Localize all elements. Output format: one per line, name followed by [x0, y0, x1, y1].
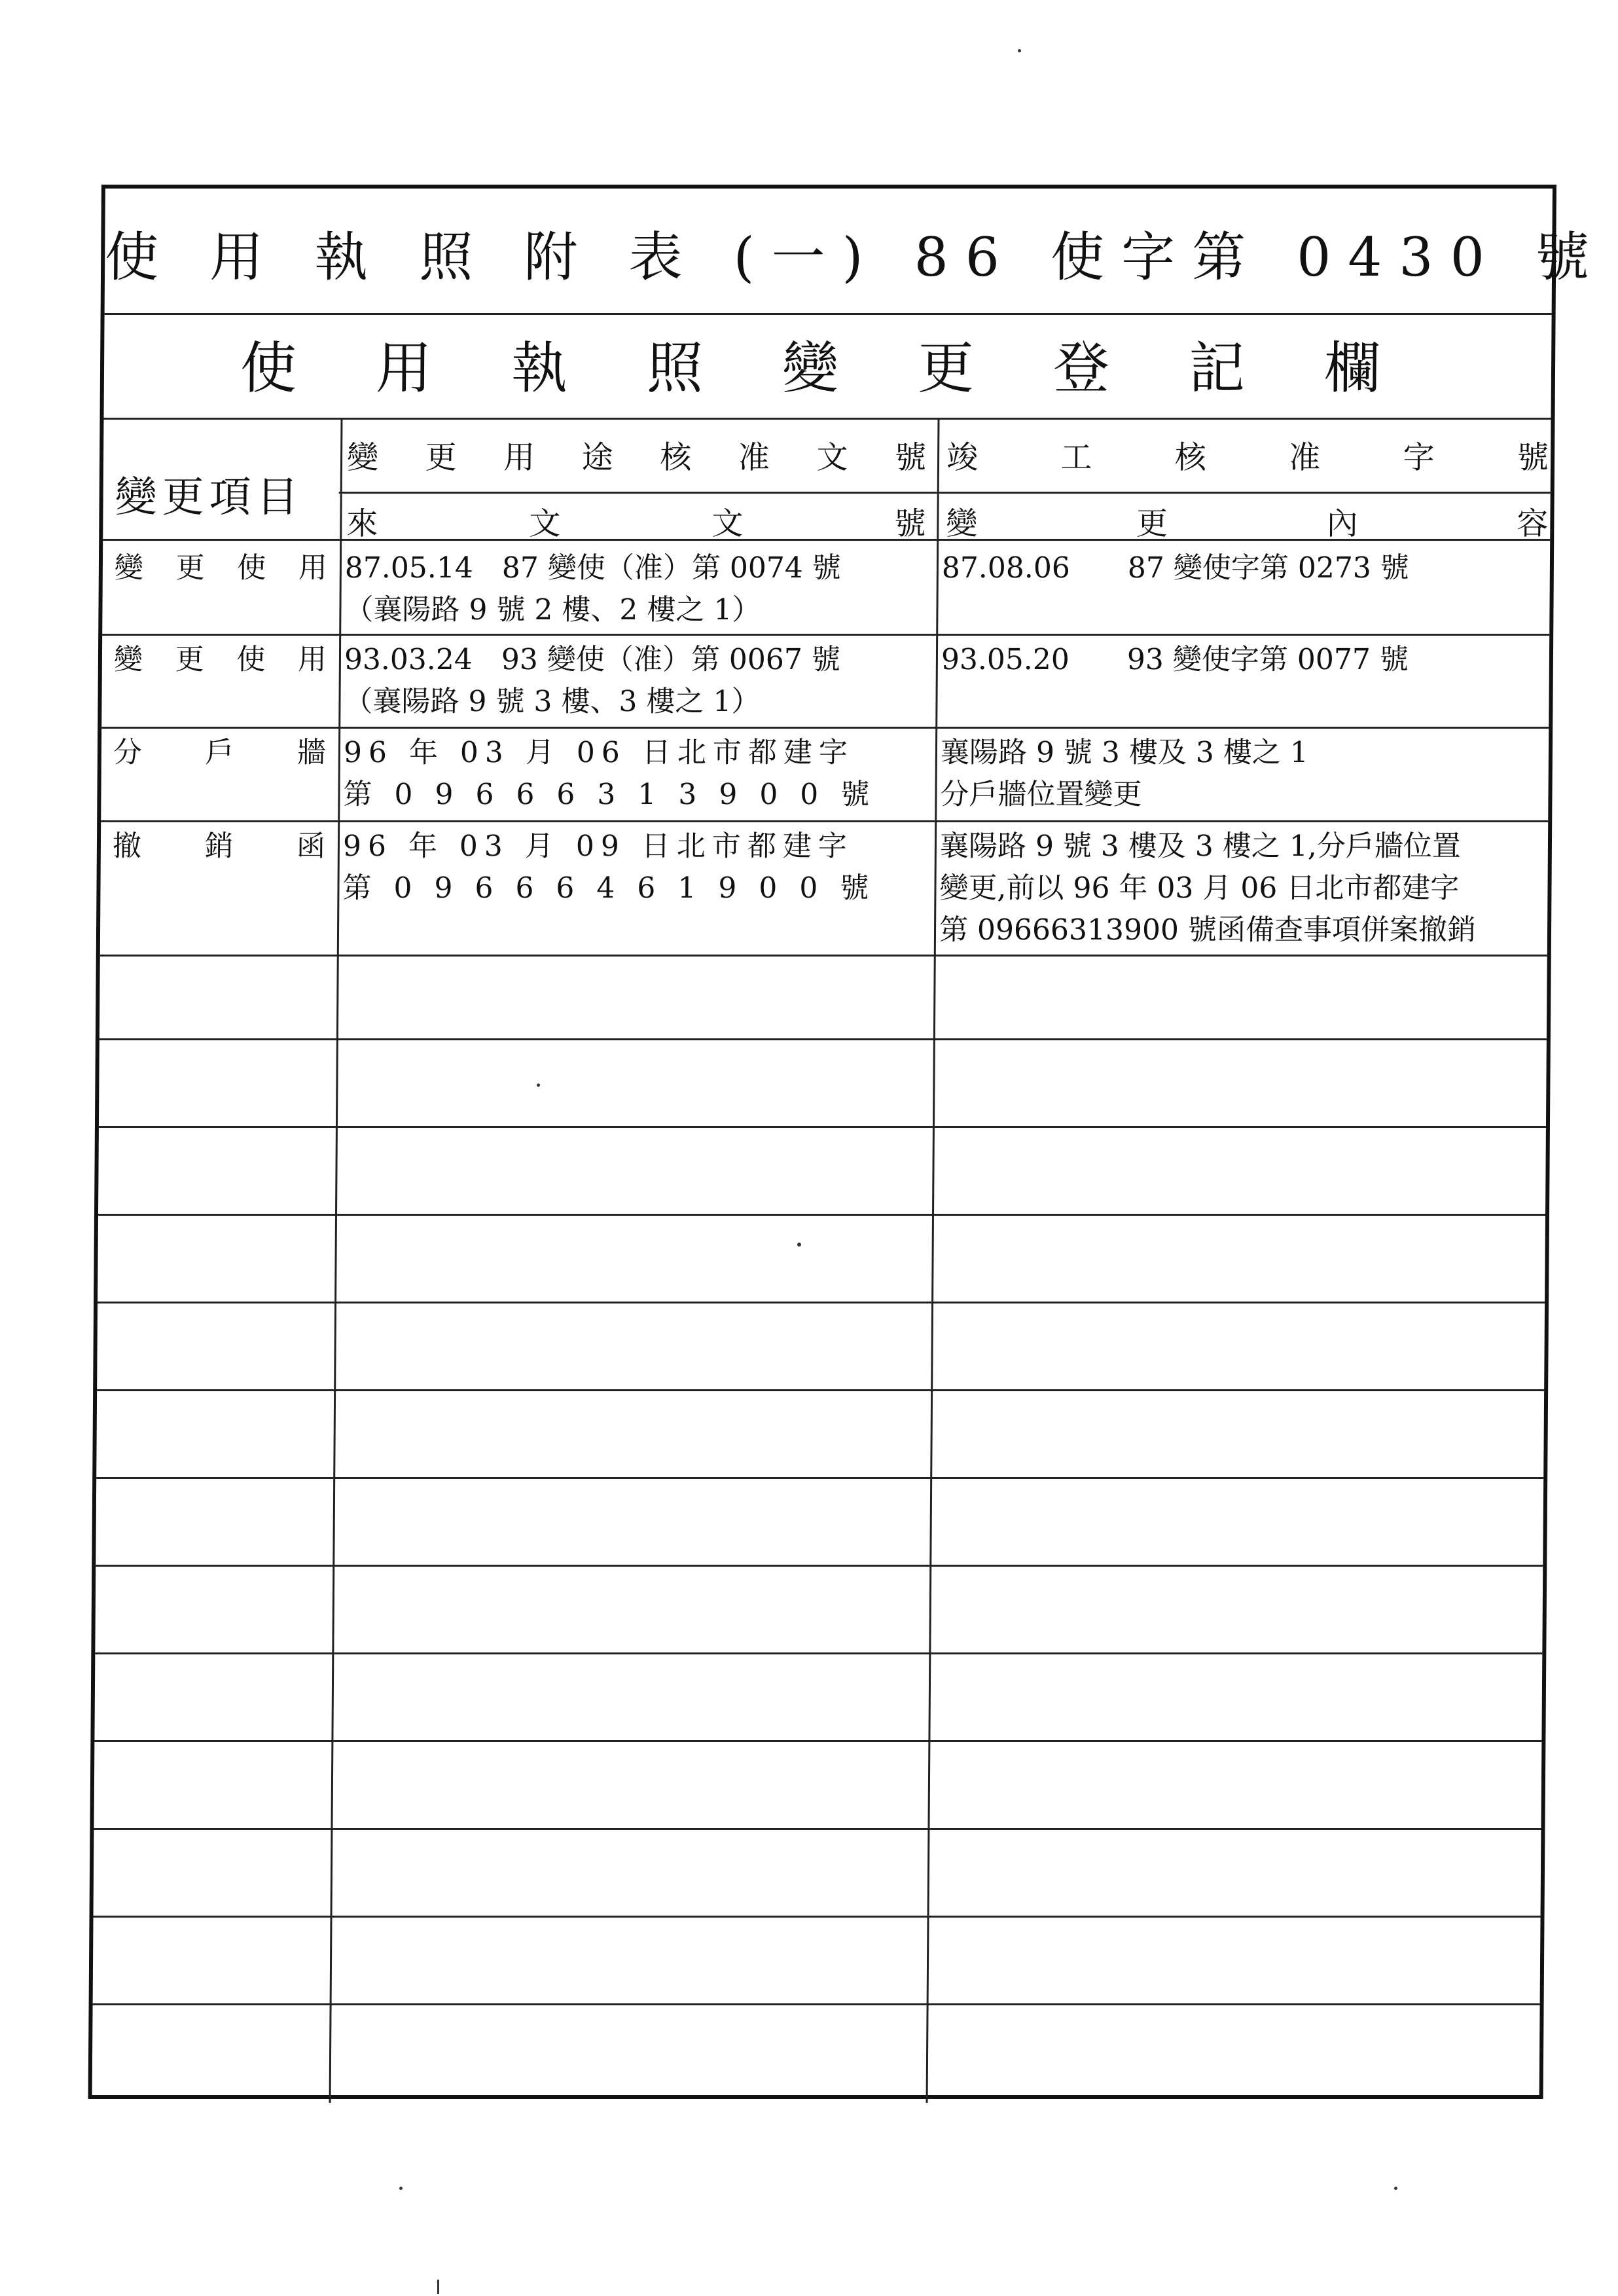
- item-char: 更: [175, 643, 204, 676]
- row-doc-line1: 87.05.14 87 變使（准）第 0074 號: [344, 551, 841, 585]
- row-content-line3: 第 09666313900 號函備查事項併案撤銷: [939, 913, 1477, 947]
- header-item-label: 變更項目: [115, 473, 304, 522]
- header-approval-doc: [347, 432, 926, 477]
- header-char: 竣: [946, 439, 979, 476]
- row-divider: [101, 727, 1549, 729]
- header-char: 文: [711, 505, 744, 542]
- empty-row-divider: [96, 1565, 1543, 1567]
- item-char: 撤: [112, 829, 142, 863]
- subtitle-char: 欄: [1323, 336, 1381, 401]
- header-char: 容: [1517, 505, 1549, 542]
- header-char: 來: [346, 505, 378, 542]
- empty-row-divider: [98, 1214, 1545, 1216]
- row-item: [114, 639, 327, 681]
- permit-table-frame: [88, 185, 1607, 2099]
- item-char: 更: [175, 551, 205, 585]
- row-doc-line1: 96 年 03 月 06 日北市都建字: [343, 736, 855, 769]
- header-char: 字: [1403, 439, 1435, 476]
- row-item: [113, 826, 325, 867]
- divider: [339, 492, 1551, 494]
- item-char: 分: [113, 736, 143, 769]
- item-char: 銷: [204, 829, 234, 863]
- empty-row-divider: [98, 1302, 1545, 1303]
- subtitle-char: 更: [917, 336, 975, 401]
- item-char: 用: [298, 551, 328, 585]
- scan-speck: [537, 1084, 540, 1087]
- header-char: 核: [660, 439, 692, 476]
- row-doc-line2: （襄陽路 9 號 2 樓、2 樓之 1）: [344, 593, 761, 627]
- empty-row-divider: [99, 1038, 1547, 1040]
- row-content-line1: 襄陽路 9 號 3 樓及 3 樓之 1: [940, 736, 1309, 769]
- divider: [105, 313, 1552, 315]
- header-char: 內: [1326, 505, 1358, 542]
- row-content-line1: 93.05.20 93 變使字第 0077 號: [941, 643, 1409, 676]
- empty-row-divider: [93, 2003, 1540, 2005]
- item-char: 使: [237, 551, 266, 585]
- subtitle-char: 變: [782, 336, 839, 401]
- header-char: 號: [894, 505, 926, 542]
- empty-row-divider: [94, 1916, 1541, 1918]
- row-divider: [102, 634, 1549, 636]
- header-char: 准: [1289, 439, 1321, 476]
- subtitle-char: 記: [1188, 336, 1246, 401]
- scan-speck: [1394, 2187, 1397, 2190]
- header-char: 用: [503, 439, 535, 476]
- row-item: [113, 732, 326, 774]
- empty-row-divider: [94, 1828, 1541, 1830]
- item-char: 函: [296, 829, 326, 863]
- divider: [103, 418, 1551, 420]
- empty-row-divider: [99, 1126, 1546, 1128]
- header-change-content: [946, 498, 1548, 543]
- header-char: 文: [816, 439, 848, 476]
- scan-speck: [437, 2280, 439, 2294]
- empty-row-divider: [96, 1477, 1543, 1479]
- item-char: 牆: [297, 736, 327, 769]
- header-incoming-doc: [346, 498, 926, 543]
- item-char: 用: [297, 643, 327, 676]
- row-doc-line1: 93.03.24 93 變使（准）第 0067 號: [344, 643, 840, 676]
- header-char: 核: [1174, 439, 1207, 476]
- row-content-line2: 變更,前以 96 年 03 月 06 日北市都建字: [939, 871, 1460, 905]
- page-title: 使 用 執 照 附 表 (一) 86 使字第 0430 號: [104, 227, 1607, 289]
- row-item: [115, 547, 327, 589]
- header-char: 途: [581, 439, 613, 476]
- header-char: 變: [946, 505, 978, 542]
- row-divider: [100, 955, 1547, 957]
- scan-speck: [1018, 49, 1021, 52]
- row-doc-line2: （襄陽路 9 號 3 樓、3 樓之 1）: [344, 685, 761, 718]
- row-doc-line2: 第 0 9 6 6 6 4 6 1 9 0 0 號: [342, 871, 876, 905]
- header-char: 號: [1517, 439, 1549, 476]
- item-char: 變: [114, 551, 144, 585]
- column-divider: [329, 418, 343, 2103]
- subtitle-char: 執: [511, 336, 568, 401]
- row-divider: [101, 820, 1548, 822]
- row-content-line2: 分戶牆位置變更: [940, 778, 1142, 811]
- header-completion-approval: [946, 432, 1549, 477]
- subtitle-char: 照: [646, 336, 704, 401]
- subtitle-char: 登: [1052, 336, 1110, 401]
- header-char: 更: [1136, 505, 1168, 542]
- row-doc-line1: 96 年 03 月 09 日北市都建字: [342, 829, 854, 863]
- header-char: 號: [894, 439, 927, 476]
- header-char: 變: [346, 439, 379, 476]
- header-char: 文: [529, 505, 561, 542]
- row-content-line1: 襄陽路 9 號 3 樓及 3 樓之 1,分戶牆位置: [939, 829, 1461, 863]
- empty-row-divider: [94, 1740, 1541, 1742]
- column-divider: [926, 418, 940, 2103]
- header-char: 准: [738, 439, 770, 476]
- header-char: 更: [425, 439, 457, 476]
- subtitle-char: 使: [240, 336, 297, 401]
- scan-speck: [399, 2187, 403, 2190]
- header-char: 工: [1060, 439, 1092, 476]
- item-char: 使: [236, 643, 266, 676]
- item-char: 變: [113, 643, 143, 676]
- item-char: 戶: [205, 736, 234, 769]
- row-content-line1: 87.08.06 87 變使字第 0273 號: [941, 551, 1409, 585]
- scan-speck: [797, 1243, 801, 1247]
- empty-row-divider: [95, 1652, 1542, 1654]
- row-doc-line2: 第 0 9 6 6 6 3 1 3 9 0 0 號: [343, 778, 876, 811]
- empty-row-divider: [97, 1389, 1544, 1391]
- subtitle-char: 用: [375, 336, 433, 401]
